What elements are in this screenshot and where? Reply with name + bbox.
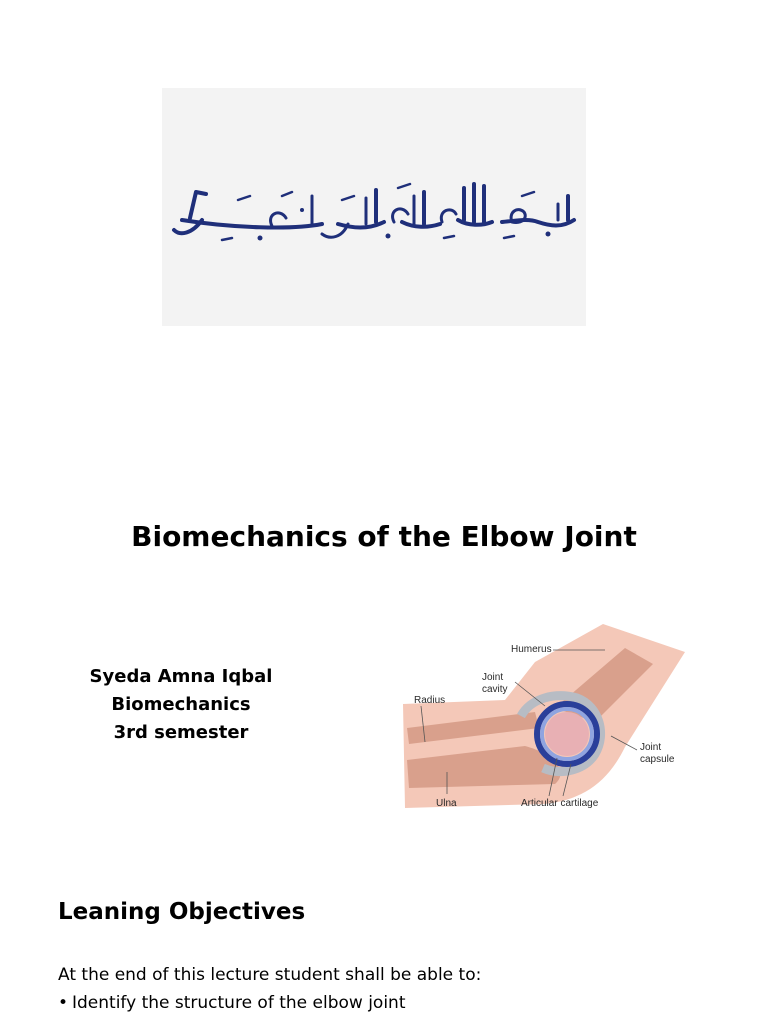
objectives-list bbox=[58, 991, 406, 1015]
label-articular-cartilage: Articular cartilage bbox=[521, 798, 599, 809]
humerus-head bbox=[545, 712, 589, 756]
label-radius: Radius bbox=[414, 695, 446, 706]
label-joint-cavity-line2: cavity bbox=[482, 684, 508, 695]
elbow-joint-diagram bbox=[385, 612, 691, 818]
label-humerus: Humerus bbox=[511, 644, 552, 655]
objectives-intro: At the end of this lecture student shall be able to: bbox=[58, 965, 482, 985]
semester-label: 3rd semester bbox=[113, 722, 249, 743]
page-title: Biomechanics of the Elbow Joint bbox=[131, 520, 637, 553]
calligraphy-icon bbox=[162, 88, 586, 326]
objective-text: Identify the structure of the elbow joint bbox=[72, 993, 406, 1013]
author-name: Syeda Amna Iqbal bbox=[89, 666, 273, 687]
elbow-anatomy-illustration bbox=[385, 612, 691, 818]
author-block bbox=[60, 663, 302, 747]
course-name: Biomechanics bbox=[111, 694, 251, 715]
label-ulna: Ulna bbox=[436, 798, 457, 809]
label-joint-cavity-line1: Joint bbox=[482, 672, 504, 683]
label-joint-capsule-line2: capsule bbox=[640, 754, 675, 765]
bullet-icon: • bbox=[58, 993, 69, 1013]
bismillah-calligraphy-image bbox=[162, 88, 586, 326]
label-joint-capsule-line1: Joint bbox=[640, 742, 662, 753]
list-item bbox=[58, 991, 406, 1015]
objectives-heading: Leaning Objectives bbox=[58, 899, 306, 925]
